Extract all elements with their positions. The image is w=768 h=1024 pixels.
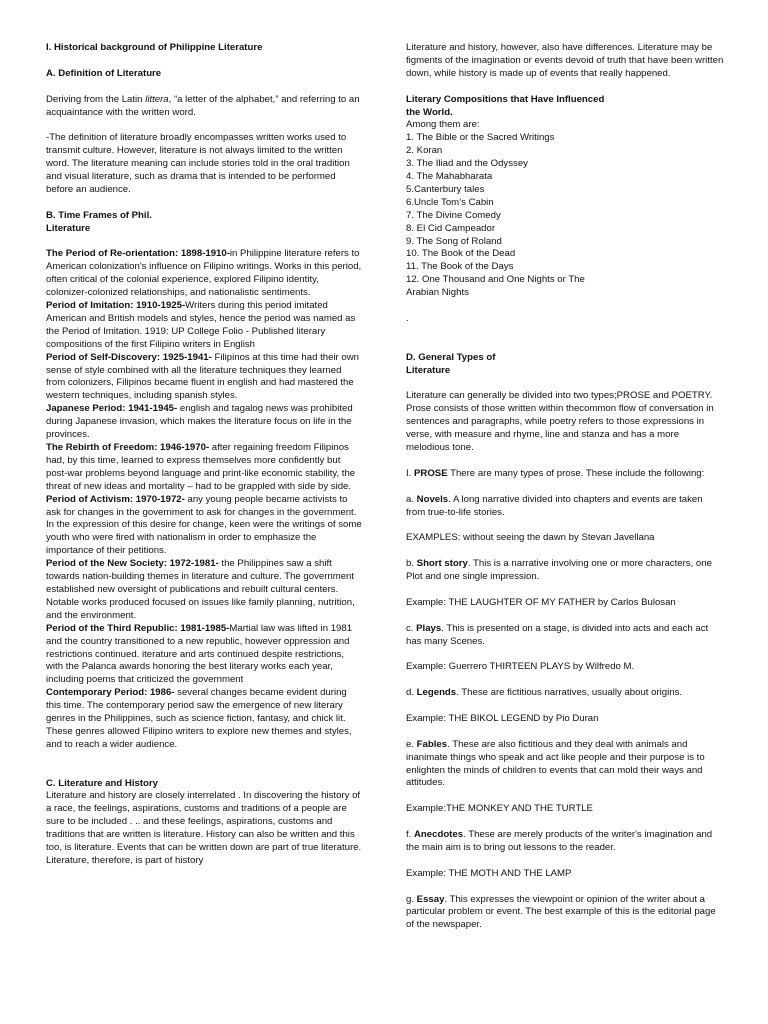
period-item [46,300,362,352]
prose-example: Example: THE BIKOL LEGEND by Pio Duran [406,712,599,724]
heading-compositions [406,94,724,120]
list-item: 8. El Cid Campeador [406,222,496,234]
period-title: Period of the Third Republic: 1981-1985- [46,622,230,634]
item-prefix: b. [406,558,417,570]
heading-compositions-line2: the World. [406,106,453,118]
item-text: . This is a narrative involving one or more characters, one Plot and one single impression. [406,558,712,583]
prose-example: EXAMPLES: without seeing the dawn by Stevan Javellana [406,532,655,544]
differences-paragraph: Literature and history, however, also have differences. Literature may be figments of the imagination or events devoid of truth that have been written down, while history is made up of events that really happened. [406,42,724,79]
prose-item [406,558,724,584]
item-prefix: d. [406,687,417,699]
prose-item [406,894,724,933]
period-item [46,248,362,300]
period-title: The Rebirth of Freedom: 1946-1970- [46,442,210,454]
main-heading: I. Historical background of Philippine Literature [46,42,263,53]
prose-example: Example: THE MOTH AND THE LAMP [406,867,572,879]
list-item: 12. One Thousand and One Nights or The [406,274,585,286]
item-text: . This expresses the viewpoint or opinion of the writer about a particular problem or event. The best example of this is the editorial page of the newspaper. [406,893,716,931]
left-column [46,42,362,868]
list-item: 11. The Book of the Days [406,261,514,273]
prose-item [406,829,724,855]
item-text: . A long narrative divided into chapters and events are taken from true-to-life stories. [406,493,703,518]
period-title: Contemporary Period: 1986- [46,687,175,699]
item-term: Legends [416,687,457,699]
stray-dot: . [406,313,409,324]
prose-item [406,687,724,700]
prose-term: PROSE [414,467,448,479]
item-term: Plays [416,622,442,634]
prose-item [406,623,724,649]
period-item [46,687,362,752]
period-text: any young people became activists to ask for changes in the government to ask for changes in the government. In the expression of this desire for change, keen were the writings of some youth who were fired with nationalism in order to emphasize the importance of their petitions. [46,493,362,557]
list-item: 9. The Song of Roland [406,235,502,247]
list-item: 7. The Divine Comedy [406,209,501,221]
period-item [46,352,362,404]
list-item: 2. Koran [406,145,443,157]
list-item: 10. The Book of the Dead [406,248,516,260]
item-term: Essay [416,893,445,905]
heading-general-types [406,352,724,378]
types-paragraph: Literature can generally be divided into two types;PROSE and POETRY. Prose consists of those written within thecommon flow of conversation in sentences and paragraphs, while poetry refers to those expressions in verse, with measure and rhyme, line and stanza and has a more melodious tone. [406,390,714,454]
item-text: . These are merely products of the writer's imagination and the main aim is to bring out lessons to the reader. [406,829,713,853]
period-title: Period of Activism: 1970-1972- [46,493,185,505]
prose-example: Example:THE MONKEY AND THE TURTLE [406,803,593,815]
prose-item [406,494,724,520]
prose-example: Example: THE LAUGHTER OF MY FATHER by Carlos Bulosan [406,596,676,608]
prose-example: Example: Guerrero THIRTEEN PLAYS by Wilfredo M. [406,661,635,673]
item-prefix: a. [406,493,417,505]
compositions-list [406,132,724,300]
item-text: . These are also fictitious and they deal with animals and inanimate things who speak and act like people and their purpose is to enlighten the minds of children to events that can mold their ways and attitudes. [406,738,705,789]
period-item [46,558,362,623]
definition-paragraph-1 [46,94,362,120]
period-text: english and tagalog news was prohibited during Japanese invasion, which makes the literature focus on life in the provinces. [46,403,353,441]
period-text: the Philippines saw a shift towards nation-building themes in literature and culture. The government established new oversight of publications and rebuilt cultural centers. Notable works produced focused on issues like family planning, nutrition, and the environment. [46,558,355,621]
heading-time-frames-line2: Literature [46,222,91,234]
period-item [46,494,362,559]
period-item [46,623,362,688]
item-term: Fables [416,738,448,750]
prose-prefix: I. [406,467,414,479]
item-prefix: f. [406,829,414,841]
heading-definition: A. Definition of Literature [46,67,162,79]
period-title: Japanese Period: 1941-1945- [46,403,178,415]
latin-term: littera [145,93,169,105]
period-item [46,442,362,494]
period-title: Period of Self-Discovery: 1925-1941- [46,351,212,363]
definition-text: Deriving from the Latin [46,93,146,105]
list-item: 3. The Iliad and the Odyssey [406,158,528,170]
item-term: Anecdotes [414,829,464,841]
item-text: . These are fictitious narratives, usually about origins. [456,687,683,699]
prose-text: There are many types of prose. These include the following: [447,467,705,479]
period-item [46,403,362,442]
list-item: Arabian Nights [406,287,469,299]
period-title: The Period of Re-orientation: 1898-1910- [46,248,230,260]
list-item: 6.Uncle Tom’s Cabin [406,196,494,208]
heading-time-frames-line1: B. Time Frames of Phil. [46,209,152,221]
period-text: several changes became evident during this time. The contemporary period saw the emergence of new literary genres in the Philippines, such as science fiction, fantasy, and chick lit. These genres allowed Filipino writers to explore new themes and styles, and to reach a wider audience. [46,687,352,750]
literature-history-paragraph: Literature and history are closely interrelated . In discovering the history of a race, the feelings, aspirations, customs and traditions of a people are sure to be included . .. and these feelings, aspirations, customs and traditions that are written is literature. History can also be written and this too, is literature. Events that can be written down are part of true literature. Literature, therefore, is part of history [46,790,362,866]
period-text: after regaining freedom Filipinos had, by this time, learned to express themselves more confidently but post-war problems beyond language and print-like economic stability, the threat of new ideas and mortality – had to be grappled with side by side. [46,442,356,492]
heading-general-types-line2: Literature [406,364,451,376]
periods-list [46,248,362,751]
definition-paragraph-2: -The definition of literature broadly encompasses written works used to transmit culture. However, literature is not always limited to the written word. The literature meaning can include stories told in the oral tradition and visual literature, such as drama that is intended to be performed before an audience. [46,132,350,195]
prose-item [406,739,724,791]
period-title: Period of Imitation: 1910-1925- [46,300,186,312]
period-text: Martial law was lifted in 1981 and the country transitioned to a new republic, however oppression and restrictions continued. iterature and arts continued despite restrictions, with the Palanca awards honoring the best literary works each year, including poems that criticized the government [46,622,353,686]
heading-time-frames [46,210,362,236]
list-item: 4. The Mahabharata [406,171,493,183]
item-prefix: e. [406,738,417,750]
item-term: Short story [416,558,468,570]
period-text: Writers during this period imitated American and British models and styles, hence the period was named as the Period of Imitation. 1919: UP College Folio - Published literary compositions of the first Filipino writers in English [46,300,356,350]
period-title: Period of the New Society: 1972-1981- [46,558,219,570]
list-item: 1. The Bible or the Sacred Writings [406,132,555,144]
heading-general-types-line1: D. General Types of [406,351,496,363]
period-text: Filipinos at this time had their own sense of style combined with all the literature techniques they learned from colonizers, Filipinos became fluent in english and had mastered the western techniques, including spanish styles. [46,351,360,402]
heading-compositions-line1: Literary Compositions that Have Influenced [406,93,605,105]
compositions-intro: Among them are: [406,119,480,131]
list-item: 5.Canterbury tales [406,183,485,195]
item-term: Novels [416,493,449,505]
definition-text-cont: , “a letter of the alphabet,” and referring to an acquaintance with the written word. [46,93,360,118]
item-prefix: c. [406,622,417,634]
item-text: . This is presented on a stage, is divided into acts and each act has many Scenes. [406,622,709,647]
item-prefix: g. [406,893,417,905]
heading-literature-history: C. Literature and History [46,777,158,789]
right-column [406,42,724,932]
prose-intro [406,468,724,481]
period-text: in Philippine literature refers to American colonization's influence on Filipino writings. Works in this period, often critical of the colonial experience, explored Filipino identity, colonizer-colonized relationships, and nationalistic sentiments. [46,248,362,299]
